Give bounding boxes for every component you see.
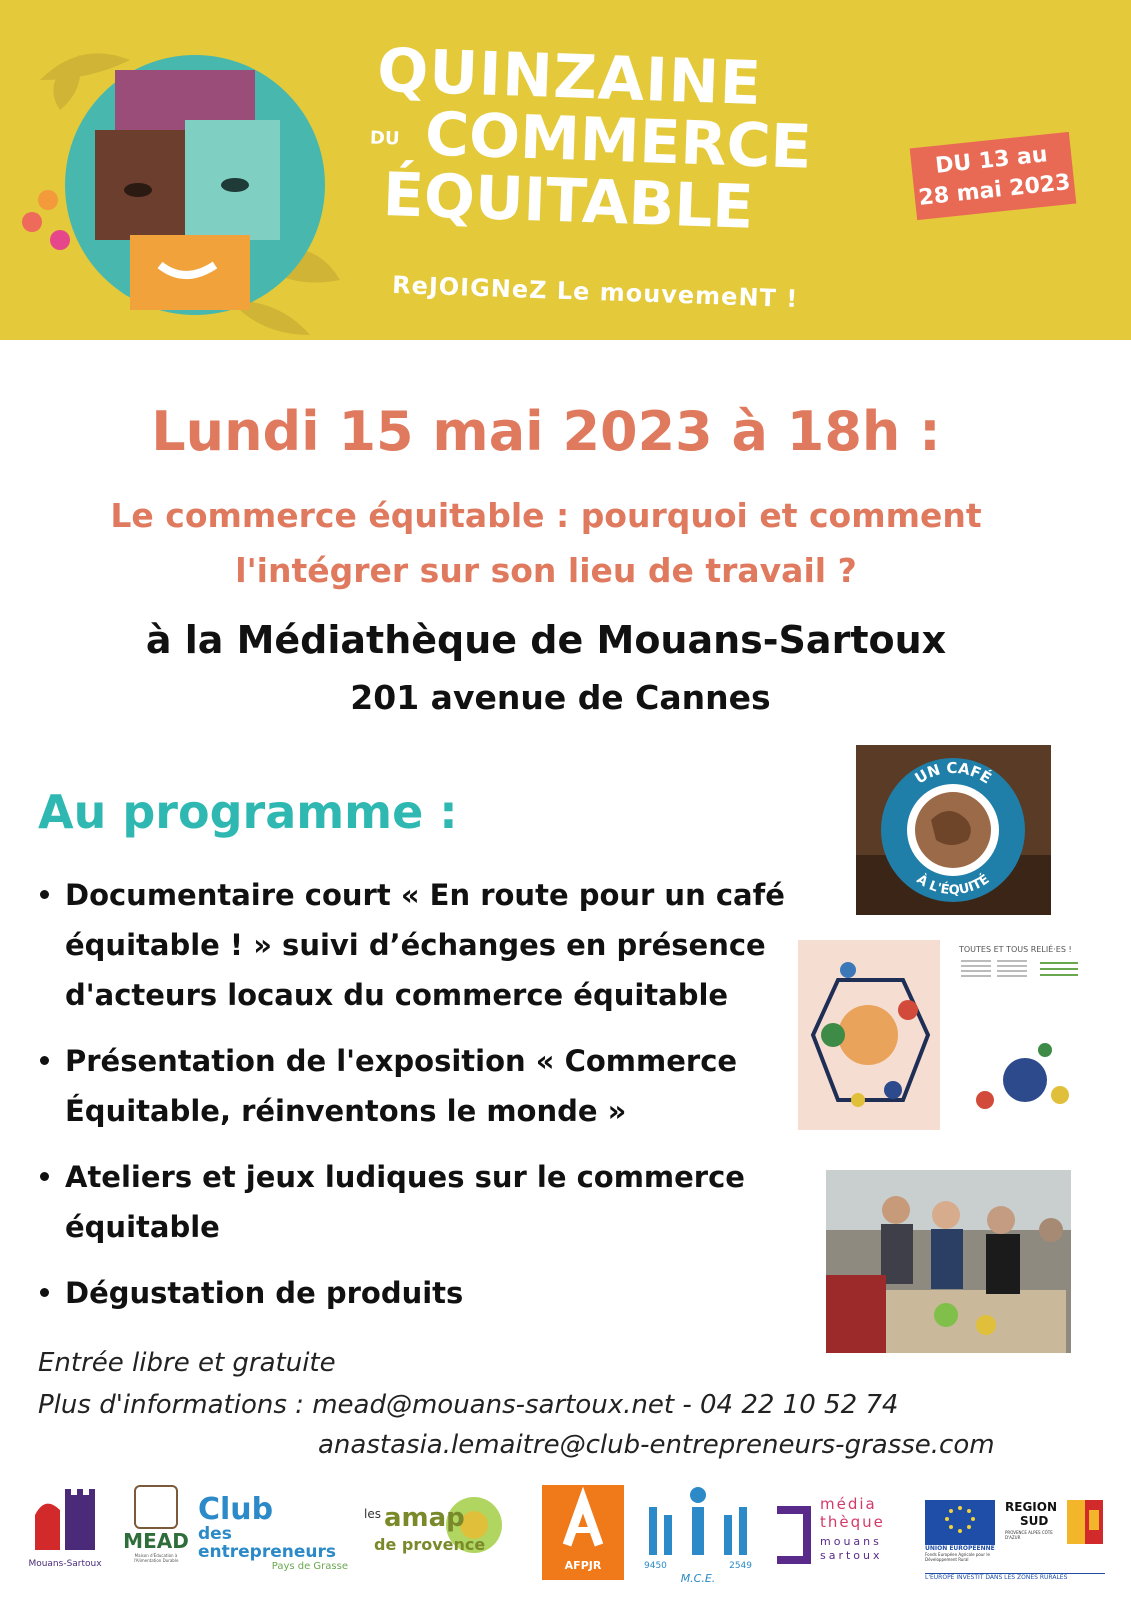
event-title [369, 35, 858, 243]
dot-pink-icon [50, 230, 70, 250]
item-line: Équitable, réinventons le monde » [65, 1094, 627, 1128]
exhibition-page-image [955, 940, 1085, 1130]
cafe-bottom-text: À L'ÉQUITÉ [913, 871, 993, 899]
region-crest-icon [1067, 1500, 1103, 1544]
mouans-sartoux-logo [25, 1485, 105, 1580]
program-list [40, 870, 800, 1334]
dot-orange-icon [38, 190, 58, 210]
mead-logo [122, 1485, 190, 1580]
mce-logo [644, 1485, 752, 1585]
item-line: Documentaire court « En route pour un café [65, 878, 785, 912]
mce-left-number: 9450 [644, 1561, 667, 1571]
eu-flag-icon [925, 1500, 995, 1545]
media-label-4: sartoux [820, 1549, 883, 1562]
subtitle-line1: Le commerce équitable : pourquoi et comment [110, 496, 982, 535]
media-label-3: mouans [820, 1535, 882, 1548]
media-label-2: thèque [820, 1513, 885, 1531]
date-badge [910, 132, 1077, 220]
mce-icon [644, 1485, 752, 1557]
club-label-2: des entrepreneurs [198, 1524, 336, 1562]
region-label-3: PROVENCE ALPES CÔTE D'AZUR [1005, 1530, 1053, 1540]
partner-logos [0, 1485, 1131, 1600]
media-label-1: média [820, 1495, 877, 1513]
eu-label-2: Fonds Européen Agricole pour le Développement Rural [925, 1552, 990, 1562]
mouans-sartoux-icon [25, 1485, 105, 1555]
program-item [40, 1036, 800, 1136]
item-line: Présentation de l'exposition « Commerce [65, 1044, 738, 1078]
item-line: équitable ! » suivi d’échanges en présence [65, 928, 766, 962]
contact-info: Plus d'informations : mead@mouans-sartoux.net - 04 22 10 52 74 [38, 1390, 899, 1420]
title-du: DU [369, 127, 400, 150]
afpjr-label: AFPJR [564, 1559, 602, 1572]
workshop-photo [826, 1170, 1071, 1353]
amap-label-1: les [364, 1507, 381, 1521]
eu-label-1: UNION EUROPÉENNE [925, 1545, 995, 1552]
amap-label-2: amap [384, 1503, 465, 1533]
eu-footer: L'EUROPE INVESTIT DANS LES ZONES RURALES [925, 1573, 1105, 1581]
amap-provence-logo [364, 1485, 524, 1580]
afpjr-icon [542, 1485, 624, 1555]
title-line3: ÉQUITABLE [381, 159, 755, 243]
expo-heading: TOUTES ET TOUS RELIÉ·ES ! [959, 945, 1072, 954]
mediatheque-logo [772, 1495, 885, 1590]
item-line: Ateliers et jeux ludiques sur le commerce [65, 1160, 745, 1194]
exhibition-cover-image [798, 940, 940, 1130]
dot-coral-icon [22, 212, 42, 232]
region-label-2: SUD [1020, 1514, 1049, 1528]
item-line: équitable [65, 1210, 220, 1244]
mce-numbers [644, 1561, 752, 1572]
region-label-1: REGION [1005, 1500, 1057, 1514]
item-line: Dégustation de produits [65, 1276, 464, 1310]
item-line: d'acteurs locaux du commerce équitable [65, 978, 729, 1012]
title-line1: QUINZAINE [376, 35, 764, 120]
amap-label-3: de provence [374, 1535, 486, 1554]
venue: à la Médiathèque de Mouans-Sartoux [145, 618, 947, 662]
slogan: ReJOIGNeZ Le mouvemeNT ! [391, 270, 799, 314]
mediatheque-icon [772, 1500, 812, 1570]
header-banner [0, 0, 1131, 340]
program-item [40, 1268, 800, 1318]
date-line1: DU 13 au [934, 142, 1049, 179]
mead-sub: Maison d'Éducation à l'Alimentation Durable [133, 1553, 179, 1563]
subtitle-line2: l'intégrer sur son lieu de travail ? [235, 551, 857, 590]
coffee-cup-photo [856, 745, 1051, 915]
address: 201 avenue de Cannes [350, 678, 771, 717]
afpjr-logo [542, 1485, 624, 1580]
program-item [40, 870, 800, 1020]
title-line2: COMMERCE [423, 99, 813, 183]
mce-label: M.C.E. [680, 1572, 716, 1585]
date-line2: 28 mai 2023 [917, 170, 1072, 211]
cafe-top-text: UN CAFÉ [911, 758, 995, 788]
event-date: Lundi 15 mai 2023 à 18h : [151, 400, 941, 463]
club-label-3: Pays de Grasse [271, 1561, 348, 1572]
club-label: Club [198, 1492, 274, 1527]
mouans-label: Mouans-Sartoux [28, 1559, 102, 1569]
eu-stars-icon [925, 1500, 995, 1545]
club-entrepreneurs-logo [198, 1492, 348, 1590]
contact-email-2: anastasia.lemaitre@club-entrepreneurs-grasse.com [318, 1430, 995, 1460]
mead-icon [134, 1485, 178, 1529]
program-heading: Au programme : [38, 785, 458, 839]
program-item [40, 1152, 800, 1252]
event-subtitle [0, 488, 1092, 598]
mead-label: MEAD [123, 1529, 189, 1553]
entry-info: Entrée libre et gratuite [38, 1348, 336, 1378]
mce-right-number: 2549 [729, 1561, 752, 1571]
face-collage-illustration [20, 40, 350, 340]
